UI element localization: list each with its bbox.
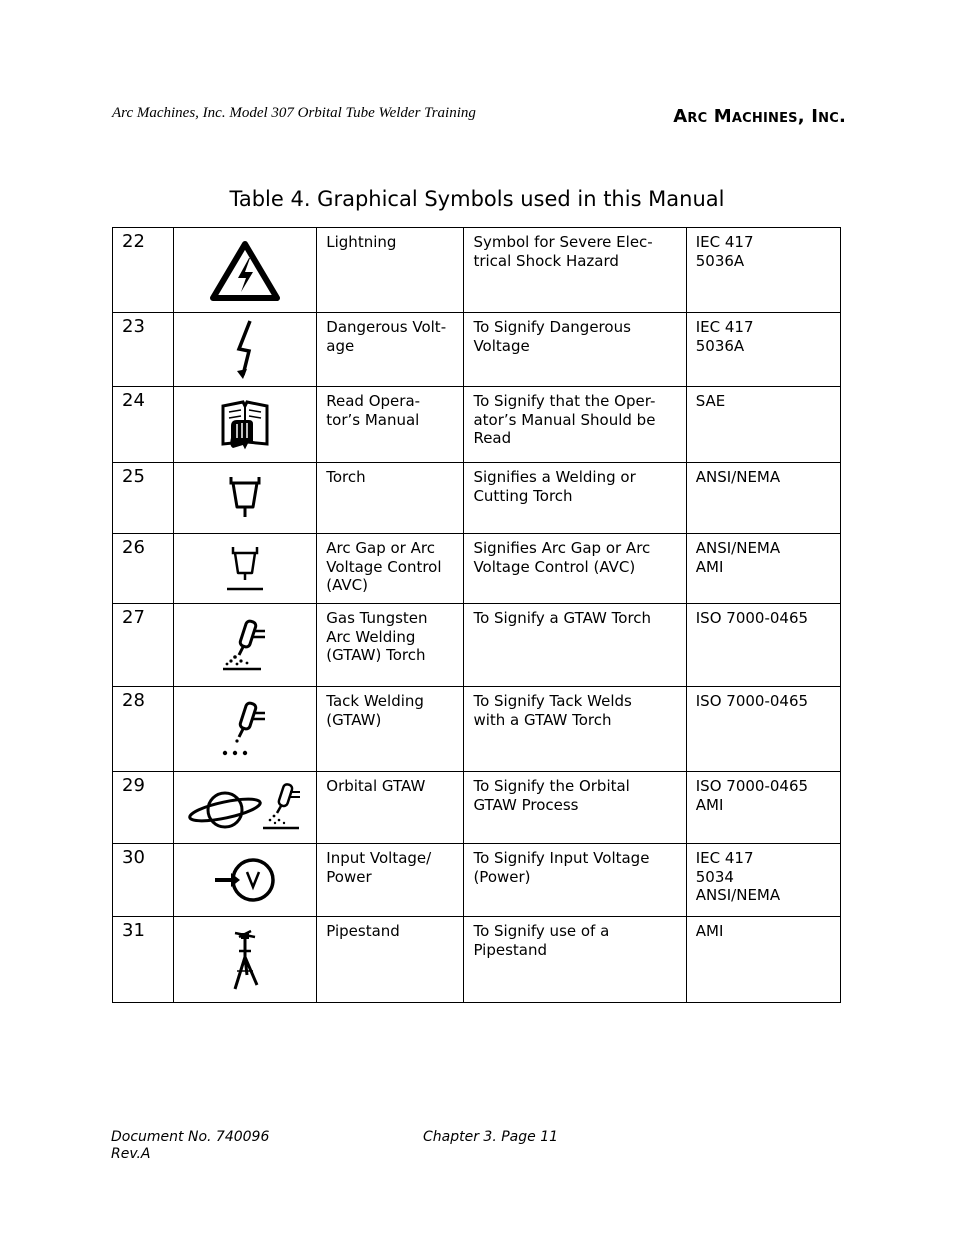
table-row [113, 463, 841, 534]
table-row [113, 387, 841, 463]
company-logo: Arc Machines, Inc. [673, 106, 846, 127]
row-number: 22 [113, 228, 174, 313]
symbol-name: Lightning [317, 228, 464, 313]
page-number: Chapter 3. Page 11 [423, 1129, 559, 1145]
table-row [113, 772, 841, 844]
row-number: 30 [113, 844, 174, 917]
symbol-name: Read Opera- tor’s Manual [317, 387, 464, 463]
symbol-cell [174, 463, 317, 534]
symbol-description: Signifies Arc Gap or Arc Voltage Control (AVC) [464, 534, 686, 604]
orbital-gtaw-icon [187, 780, 303, 836]
symbol-standard: ANSI/NEMA [686, 463, 840, 534]
symbol-standard: IEC 417 5036A [686, 228, 840, 313]
symbol-cell [174, 313, 317, 387]
symbol-standard: ANSI/NEMA AMI [686, 534, 840, 604]
symbol-standard: SAE [686, 387, 840, 463]
document-revision: Rev.A [111, 1146, 151, 1162]
symbol-name: Torch [317, 463, 464, 534]
lightning-bolt-icon [230, 319, 260, 381]
symbol-description: Signifies a Welding or Cutting Torch [464, 463, 686, 534]
symbol-standard: ISO 7000-0465 [686, 687, 840, 772]
symbol-name: Gas Tungsten Arc Welding (GTAW) Torch [317, 604, 464, 687]
high-voltage-warning-icon [209, 238, 281, 302]
table-title: Table 4. Graphical Symbols used in this Manual [229, 187, 725, 211]
row-number: 26 [113, 534, 174, 604]
symbol-cell [174, 228, 317, 313]
arc-gap-icon [223, 543, 267, 595]
header-document-title: Arc Machines, Inc. Model 307 Orbital Tube Welder Training [112, 105, 476, 121]
input-voltage-icon [213, 854, 277, 906]
symbol-name: Dangerous Volt- age [317, 313, 464, 387]
tack-welding-icon [219, 699, 271, 759]
torch-icon [225, 473, 265, 523]
row-number: 27 [113, 604, 174, 687]
symbol-name: Input Voltage/ Power [317, 844, 464, 917]
symbol-description: To Signify Tack Welds with a GTAW Torch [464, 687, 686, 772]
table-row [113, 534, 841, 604]
row-number: 23 [113, 313, 174, 387]
symbol-description: To Signify that the Oper- ator’s Manual Should be Read [464, 387, 686, 463]
table-row [113, 917, 841, 1003]
symbol-standard: ISO 7000-0465 [686, 604, 840, 687]
document-number: Document No. 740096 [111, 1129, 270, 1145]
symbol-standard: ISO 7000-0465 AMI [686, 772, 840, 844]
table-row [113, 228, 841, 313]
row-number: 24 [113, 387, 174, 463]
table-row [113, 844, 841, 917]
symbol-name: Orbital GTAW [317, 772, 464, 844]
symbol-cell [174, 917, 317, 1003]
symbol-standard: IEC 417 5034 ANSI/NEMA [686, 844, 840, 917]
symbols-table [112, 227, 841, 1003]
symbol-cell [174, 844, 317, 917]
gtaw-torch-icon [219, 617, 271, 673]
symbol-cell [174, 772, 317, 844]
symbol-description: To Signify the Orbital GTAW Process [464, 772, 686, 844]
table-row [113, 687, 841, 772]
symbol-standard: IEC 417 5036A [686, 313, 840, 387]
symbol-cell [174, 534, 317, 604]
symbol-description: To Signify Input Voltage (Power) [464, 844, 686, 917]
symbol-cell [174, 687, 317, 772]
symbol-description: To Signify a GTAW Torch [464, 604, 686, 687]
symbol-cell [174, 604, 317, 687]
row-number: 28 [113, 687, 174, 772]
symbol-description: To Signify use of a Pipestand [464, 917, 686, 1003]
table-row [113, 313, 841, 387]
table-row [113, 604, 841, 687]
pipestand-icon [225, 927, 265, 993]
symbol-name: Pipestand [317, 917, 464, 1003]
row-number: 31 [113, 917, 174, 1003]
read-manual-icon [219, 398, 271, 452]
row-number: 25 [113, 463, 174, 534]
symbol-cell [174, 387, 317, 463]
symbol-name: Arc Gap or Arc Voltage Control (AVC) [317, 534, 464, 604]
symbol-description: Symbol for Severe Elec- trical Shock Hazard [464, 228, 686, 313]
symbol-standard: AMI [686, 917, 840, 1003]
symbol-name: Tack Welding (GTAW) [317, 687, 464, 772]
symbol-description: To Signify Dangerous Voltage [464, 313, 686, 387]
row-number: 29 [113, 772, 174, 844]
footer-left [111, 1129, 269, 1163]
